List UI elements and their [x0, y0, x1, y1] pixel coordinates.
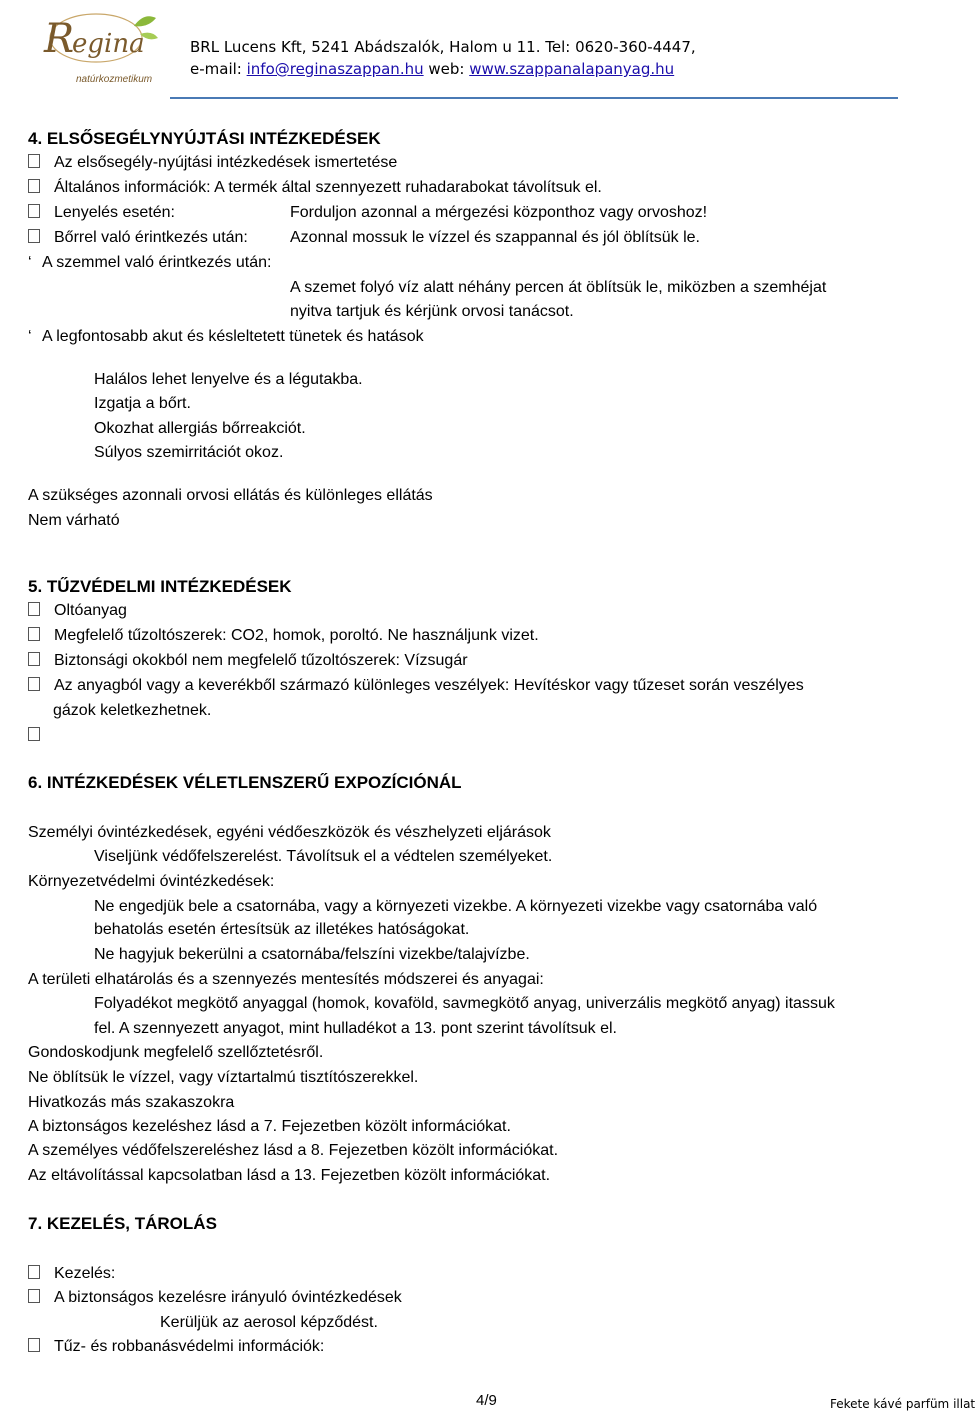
svg-text:R: R [44, 16, 75, 62]
s6-p2b: behatolás esetén értesítsük az illetékes hatóságokat. [94, 921, 470, 938]
s6-p3b: fel. A szennyezett anyagot, mint hulladékot a 13. pont szerint távolítsuk el. [94, 1020, 617, 1037]
symptom-1: Halálos lehet lenyelve és a légutakba. [94, 371, 363, 388]
web-link[interactable]: www.szappanalapanyag.hu [469, 60, 675, 78]
s5-bullet-3: Biztonsági okokból nem megfelelő tűzoltószerek: Vízsugár [28, 651, 468, 671]
s6-p1: Személyi óvintézkedések, egyéni védőeszközök és vészhelyzeti eljárások [28, 824, 551, 841]
product-name: Fekete kávé parfüm illat [830, 1397, 975, 1411]
s6-p2c: Ne hagyjuk bekerülni a csatornába/felszíni vizekbe/talajvízbe. [94, 946, 530, 963]
company-line: BRL Lucens Kft, 5241 Abádszalók, Halom u 11. Tel: 0620-360-4447, [190, 38, 696, 56]
svg-text:egina: egina [72, 29, 145, 59]
s7-bullet-2-text: Kerüljük az aerosol képződést. [160, 1314, 378, 1331]
header-rule [170, 97, 898, 99]
logo [36, 6, 166, 94]
section-6-title: 6. INTÉZKEDÉSEK VÉLETLENSZERŰ EXPOZÍCIÓNÁL [28, 773, 462, 792]
s6-p7: A biztonságos kezeléshez lásd a 7. Fejezetben közölt információkat. [28, 1118, 511, 1135]
email-label: e-mail: [190, 60, 247, 78]
s6-p3: A területi elhatárolás és a szennyezés mentesítés módszerei és anyagai: [28, 971, 544, 988]
s5-bullet-2: Megfelelő tűzoltószerek: CO2, homok, poroltó. Ne használjunk vizet. [28, 626, 539, 646]
s4-bullet-4: Bőrrel való érintkezés után: [28, 228, 248, 248]
s6-p9: Az eltávolítással kapcsolatban lásd a 13. Fejezetben közölt információkat. [28, 1167, 551, 1184]
s4-bullet-3-text: Forduljon azonnal a mérgezési központhoz vagy orvoshoz! [290, 204, 708, 221]
s4-bullet-5-text-1: A szemet folyó víz alatt néhány percen át öblítsük le, miközben a szemhéjat [290, 279, 827, 296]
s5-bullet-4-cont: gázok keletkezhetnek. [53, 702, 212, 719]
symptom-3: Okozhat allergiás bőrreakciót. [94, 420, 306, 437]
s7-bullet-2: A biztonságos kezelésre irányuló óvintézkedések [28, 1288, 402, 1308]
s6-p6: Hivatkozás más szakaszokra [28, 1094, 235, 1111]
s4-bullet-2: Általános információk: A termék által szennyezett ruhadarabokat távolítsuk el. [28, 178, 602, 198]
logo-subtitle: natúrkozmetikum [76, 74, 153, 85]
s4-bullet-6: ‘ A legfontosabb akut és késleltetett tünetek és hatások [28, 328, 424, 345]
s4-bullet-5: ‘ A szemmel való érintkezés után: [28, 254, 272, 271]
symptom-2: Izgatja a bőrt. [94, 395, 191, 412]
s5-bullet-4: Az anyagból vagy a keverékből származó különleges veszélyek: Hevítéskor vagy tűzeset során veszélyes [28, 676, 804, 696]
email-link[interactable]: info@reginaszappan.hu [246, 60, 424, 78]
s6-p2: Környezetvédelmi óvintézkedések: [28, 873, 275, 890]
s6-p8: A személyes védőfelszereléshez lásd a 8. Fejezetben közölt információkat. [28, 1142, 559, 1159]
care-label: A szükséges azonnali orvosi ellátás és különleges ellátás [28, 487, 433, 504]
section-7-title: 7. KEZELÉS, TÁROLÁS [28, 1214, 217, 1233]
s5-bullet-empty [28, 726, 54, 746]
s4-bullet-3: Lenyelés esetén: [28, 203, 175, 223]
s7-bullet-3: Tűz- és robbanásvédelmi információk: [28, 1337, 324, 1357]
page-number: 4/9 [476, 1392, 497, 1409]
s4-bullet-1: Az elsősegély-nyújtási intézkedések ismertetése [28, 153, 397, 173]
s4-bullet-4-text: Azonnal mossuk le vízzel és szappannal és jól öblítsük le. [290, 229, 700, 246]
care-text: Nem várható [28, 512, 120, 529]
s7-bullet-1: Kezelés: [28, 1264, 115, 1284]
section-4-title: 4. ELSŐSEGÉLYNYÚJTÁSI INTÉZKEDÉSEK [28, 129, 381, 148]
symptom-4: Súlyos szemirritációt okoz. [94, 444, 284, 461]
s4-bullet-5-text-2: nyitva tartjuk és kérjünk orvosi tanácsot. [290, 303, 574, 320]
s6-p4: Gondoskodjunk megfelelő szellőztetésről. [28, 1044, 324, 1061]
web-label: web: [423, 60, 470, 78]
s6-p5: Ne öblítsük le vízzel, vagy víztartalmú tisztítószerekkel. [28, 1069, 419, 1086]
s6-p1a: Viseljünk védőfelszerelést. Távolítsuk el a védtelen személyeket. [94, 848, 553, 865]
s6-p3a: Folyadékot megkötő anyaggal (homok, kovaföld, savmegkötő anyag, univerzális megkötő anyag) itassuk [94, 995, 835, 1012]
s6-p2a: Ne engedjük bele a csatornába, vagy a környezeti vizekbe. A környezeti vizekbe vagy csatornába való [94, 898, 818, 915]
contact-line [190, 59, 674, 79]
section-5-title: 5. TŰZVÉDELMI INTÉZKEDÉSEK [28, 577, 292, 596]
s5-bullet-1: Oltóanyag [28, 601, 127, 621]
